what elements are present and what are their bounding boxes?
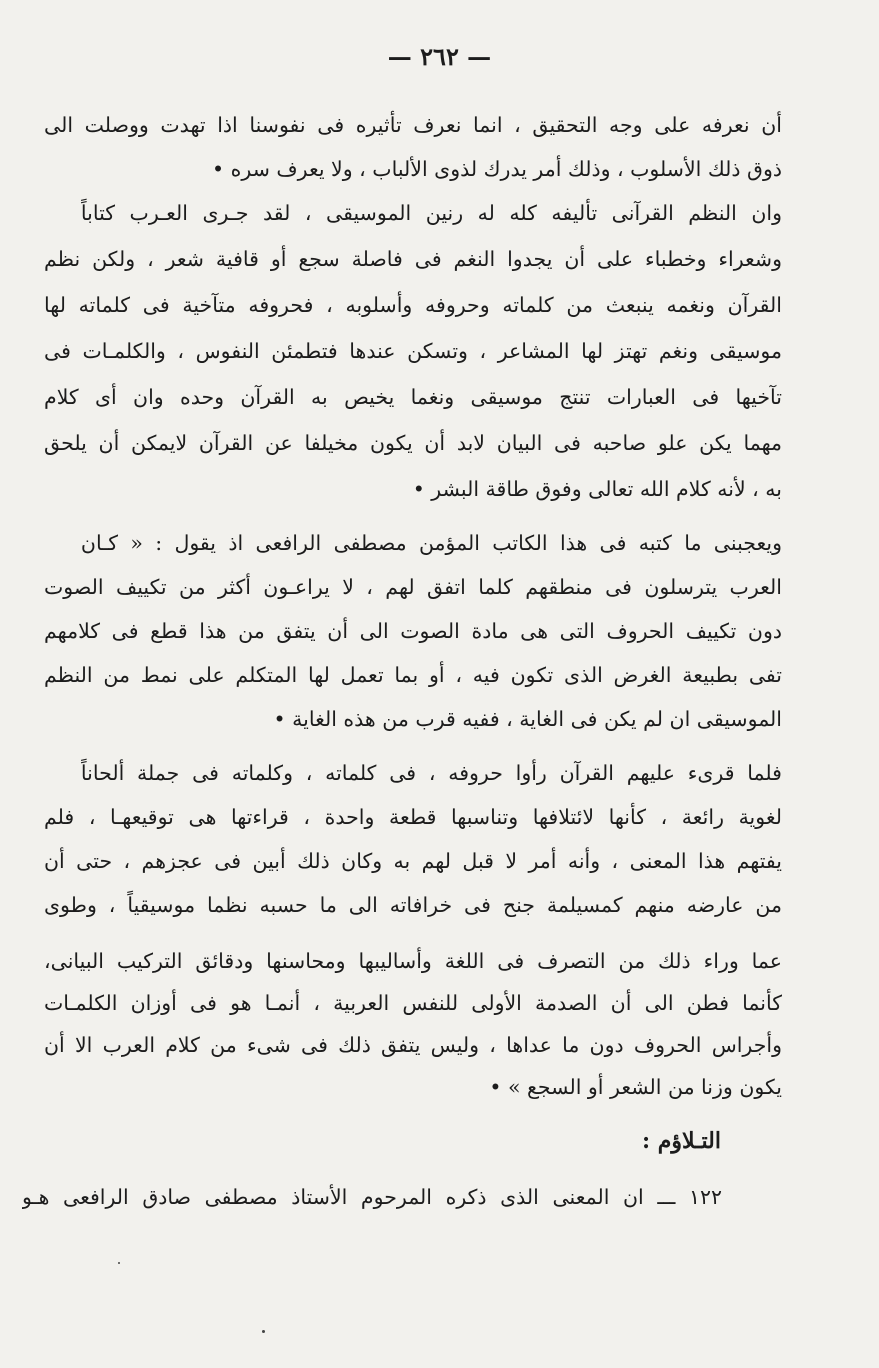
- text-line: يكون وزنا من الشعر أو السجع » •: [489, 1075, 782, 1099]
- text-line: ويعجبنى ما كتبه فى هذا الكاتب المؤمن مصطفى الرافعى اذ يقول : « كـان: [80, 531, 782, 555]
- text-line: موسيقى ونغم تهتز لها المشاعر ، وتسكن عندها فتطمئن النفوس ، والكلمـات فى: [44, 339, 782, 363]
- scan-speck: [118, 1262, 120, 1264]
- text-line: دون تكييف الحروف التى هى مادة الصوت الى أن يتفق من هذا قطع فى كلامهم: [44, 619, 782, 643]
- text-line: الموسيقى ان لم يكن فى الغاية ، ففيه قرب من هذه الغاية •: [273, 707, 782, 731]
- text-line: به ، لأنه كلام الله تعالى وفوق طاقة البشر •: [412, 477, 782, 501]
- text-line: وان النظم القرآنى تأليفه كله له رنين الموسيقى ، لقد جـرى العـرب كتاباً: [80, 201, 782, 225]
- text-line: من عارضه منهم كمسيلمة جنح فى خرافاته الى ما حسبه نظما موسيقياً ، وطوى: [44, 893, 782, 917]
- scan-speck: [262, 1330, 265, 1333]
- text-line: يفتهم هذا المعنى ، وأنه أمر لا قبل لهم به وكان ذلك أبين فى عجزهم ، حتى أن: [44, 849, 782, 873]
- text-line: فلما قرىء عليهم القرآن رأوا حروفه ، فى كلماته ، وكلماته فى جملة ألحاناً: [80, 761, 782, 785]
- text-line: وأجراس الحروف دون ما عداها ، وليس يتفق ذلك فى شىء من كلام العرب الا أن: [44, 1033, 782, 1057]
- text-line: ١٢٢ ـــ ان المعنى الذى ذكره المرحوم الأستاذ مصطفى صادق الرافعى هـو: [22, 1185, 722, 1209]
- text-line: مهما يكن علو صاحبه فى البيان لابد أن يكون مخيلفا عن القرآن لايمكن أن يلحق: [44, 431, 782, 455]
- text-line: تفى بطبيعة الغرض الذى تكون فيه ، أو بما تعمل لها المتكلم على نمط من النظم: [44, 663, 782, 687]
- text-line: كأنما فطن الى أن الصدمة الأولى للنفس العربية ، أنمـا هو فى أوزان الكلمـات: [44, 991, 782, 1015]
- text-line: وشعراء وخطباء على أن يجدوا النغم فى فاصلة سجع أو قافية شعر ، ولكن نظم: [44, 247, 782, 271]
- text-line: لغوية رائعة ، كأنها لائتلافها وتناسبها قطعة واحدة ، قراءتها هى توقيعهـا ، فلم: [44, 805, 782, 829]
- page-number: — ٢٦٢ —: [387, 42, 492, 71]
- text-line: ذوق ذلك الأسلوب ، وذلك أمر يدرك لذوى الألباب ، ولا يعرف سره •: [212, 157, 782, 181]
- text-line: عما وراء ذلك من التصرف فى اللغة وأساليبها ومحاسنها ودقائق التركيب البيانى،: [44, 949, 782, 973]
- text-line: القرآن ونغمه ينبعث من كلماته وحروفه وأسلوبه ، فحروفه متآخية فى كلماته لها: [44, 293, 782, 317]
- text-line: أن نعرفه على وجه التحقيق ، انما نعرف تأثيره فى نفوسنا اذا تهدت ووصلت الى: [44, 113, 782, 137]
- text-line: العرب يترسلون فى منطقهم كلما اتفق لهم ، لا يراعـون أكثر من تكييف الصوت: [44, 575, 782, 599]
- section-heading: التـلاؤم :: [641, 1128, 721, 1154]
- text-line: تآخيها فى العبارات تنتج موسيقى ونغما يخيص به القرآن وحده وان أى كلام: [44, 385, 782, 409]
